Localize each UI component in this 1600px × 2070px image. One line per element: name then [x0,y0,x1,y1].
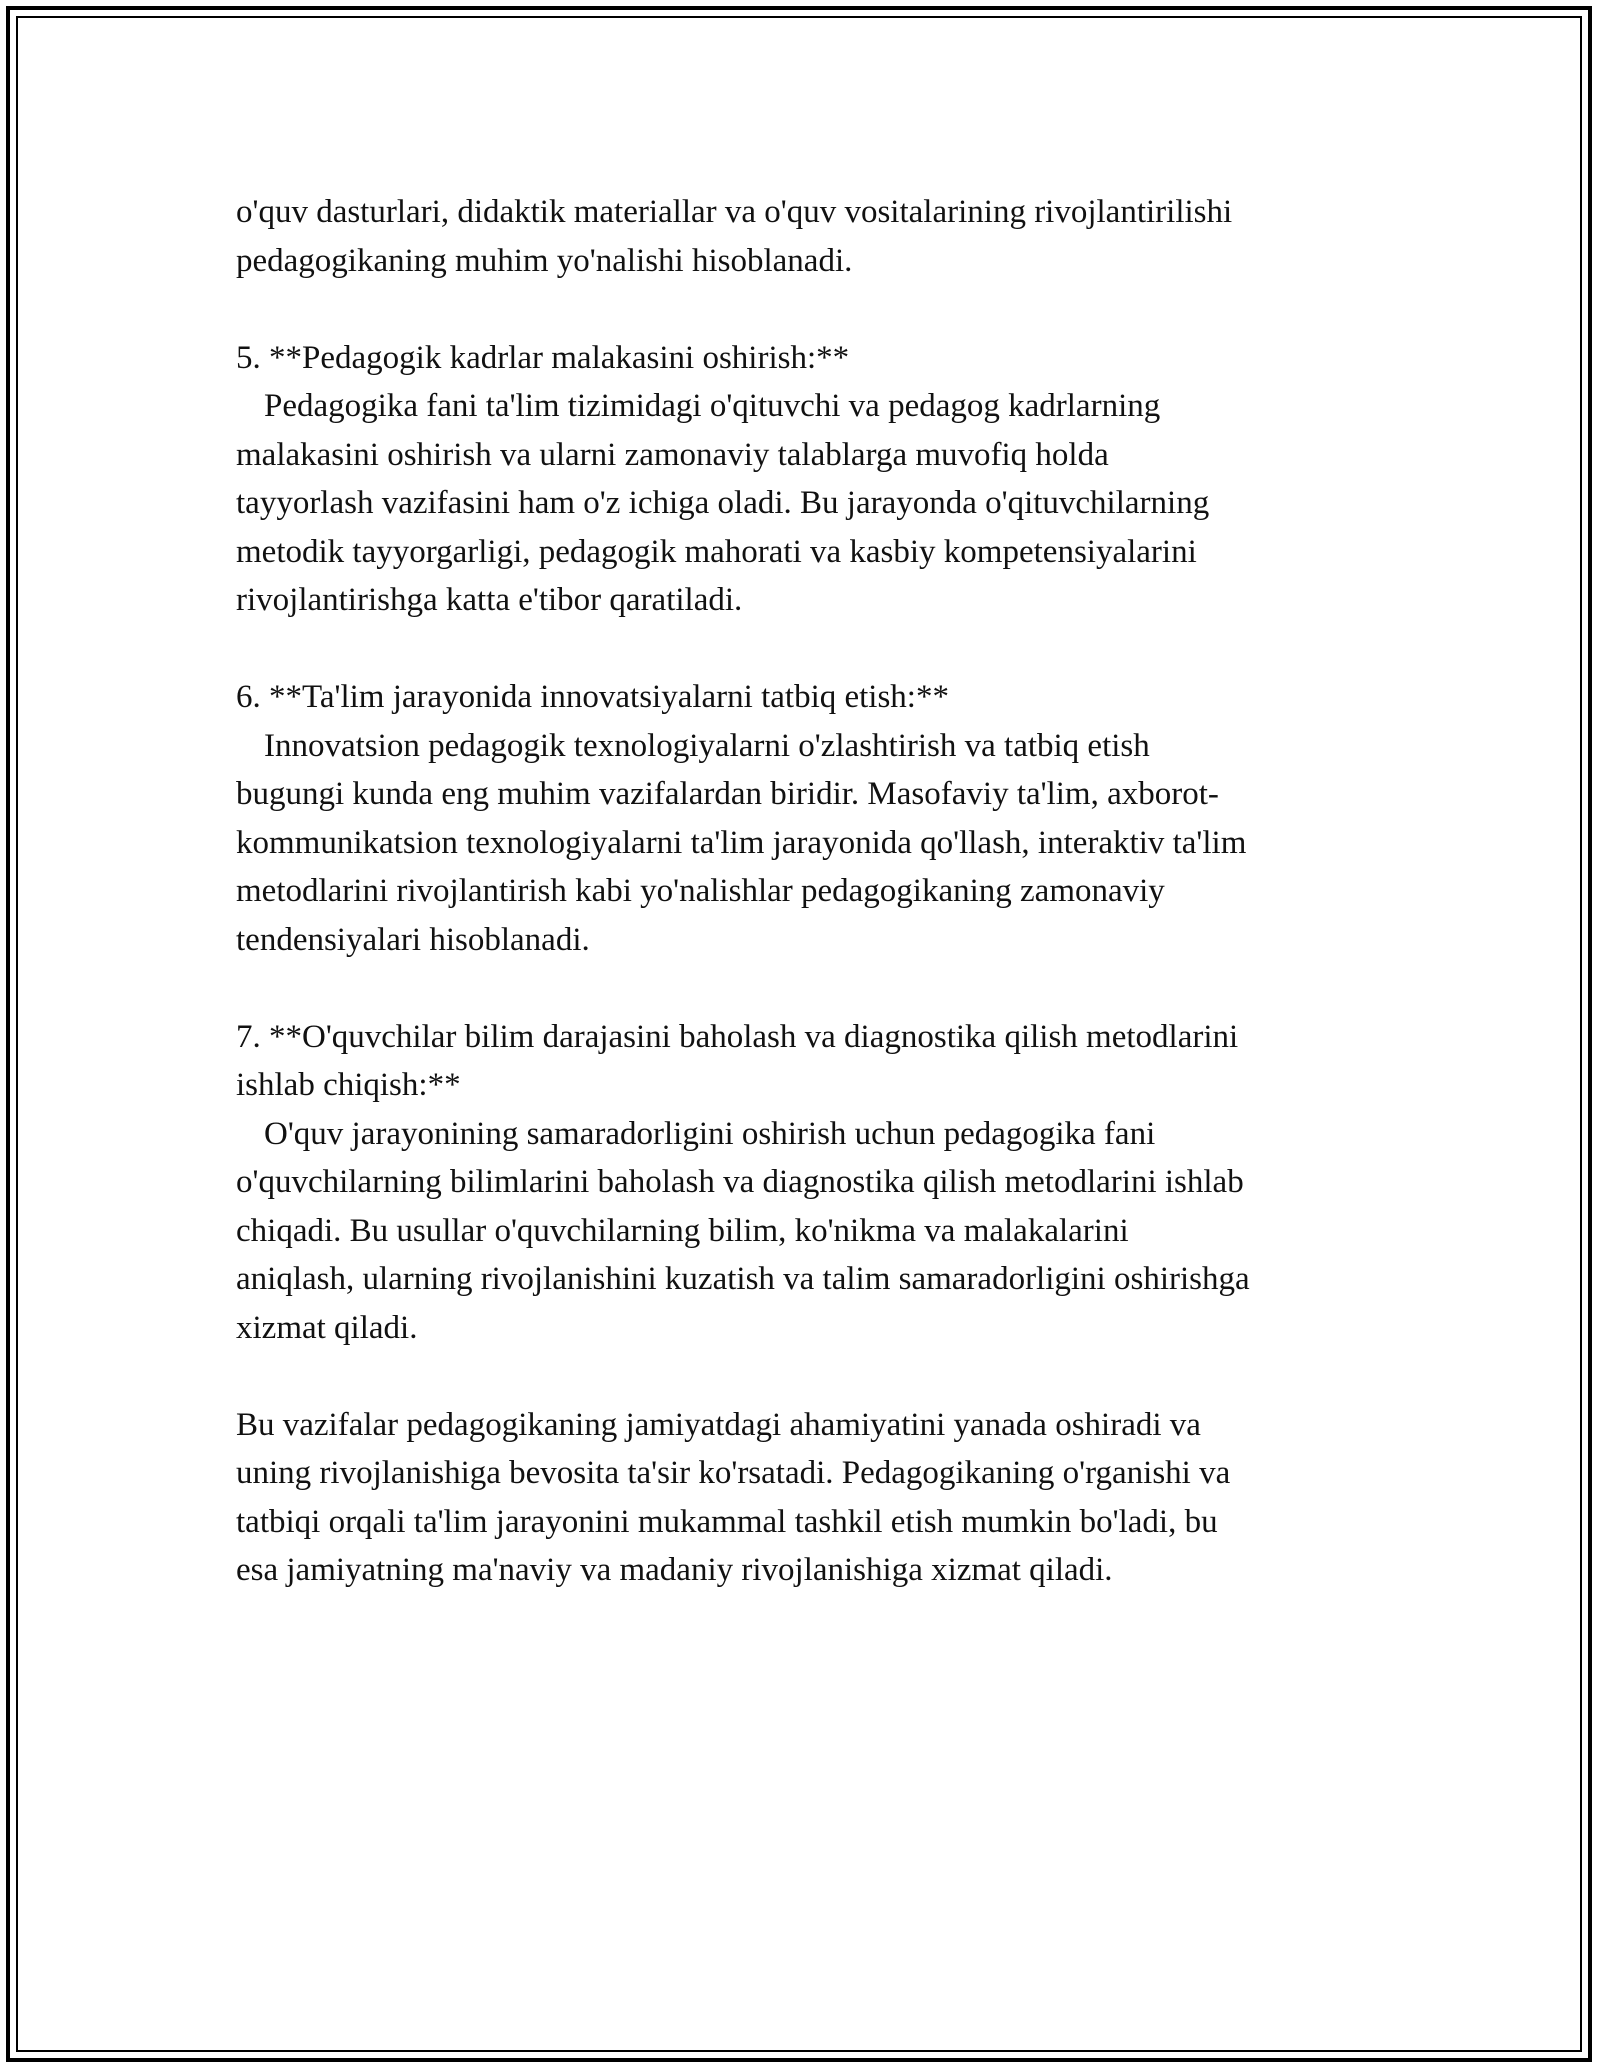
section-5-line: Pedagogika fani ta'lim tizimidagi o'qituvchi va pedagog kadrlarning [264,388,1161,424]
section-6-line: metodlarini rivojlantirish kabi yo'nalishlar pedagogikaning zamonaviy [236,873,1165,909]
section-5-line: tayyorlash vazifasini ham o'z ichiga oladi. Bu jarayonda o'qituvchilarning [236,485,1210,521]
section-5-line: rivojlantirishga katta e'tibor qaratiladi. [236,582,743,618]
section-7-heading: 7. **O'quvchilar bilim darajasini baholash va diagnostika qilish metodlarini [236,1018,1239,1055]
section-5-line: malakasini oshirish va ularni zamonaviy talablarga muvofiq holda [236,436,1109,473]
section-6-line: tendensiyalari hisoblanadi. [236,921,590,958]
section-7-heading: ishlab chiqish:** [236,1067,461,1103]
paragraph-spacer [236,625,1386,674]
paragraph-spacer [236,1352,1386,1401]
section-5-heading: 5. **Pedagogik kadrlar malakasini oshirish:** [236,339,850,376]
section-7-line: xizmat qiladi. [236,1309,418,1346]
conclusion-line: tatbiqi orqali ta'lim jarayonini mukammal tashkil etish mumkin bo'ladi, bu [236,1503,1218,1540]
section-5-line: metodik tayyorgarligi, pedagogik mahorati va kasbiy kompetensiyalarini [236,533,1197,570]
section-6-heading: 6. **Ta'lim jarayonida innovatsiyalarni tatbiq etish:** [236,679,949,715]
section-7-line: o'quvchilarning bilimlarini baholash va diagnostika qilish metodlarini ishlab [236,1164,1244,1200]
section-7-line: O'quv jarayonining samaradorligini oshirish uchun pedagogika fani [264,1115,1156,1152]
paragraph-spacer [236,964,1386,1013]
intro-line: pedagogikaning muhim yo'nalishi hisoblanadi. [236,242,853,279]
conclusion-line: esa jamiyatning ma'naviy va madaniy rivojlanishiga xizmat qiladi. [236,1552,1113,1588]
section-6-line: kommunikatsion texnologiyalarni ta'lim jarayonida qo'llash, interaktiv ta'lim [236,824,1247,861]
section-7-line: chiqadi. Bu usullar o'quvchilarning bilim, ko'nikma va malakalarini [236,1212,1129,1249]
section-6-line: bugungi kunda eng muhim vazifalardan biridir. Masofaviy ta'lim, axborot- [236,776,1219,812]
conclusion-line: Bu vazifalar pedagogikaning jamiyatdagi ahamiyatini yanada oshiradi va [236,1406,1201,1443]
paragraph-spacer [236,285,1386,334]
section-6-line: Innovatsion pedagogik texnologiyalarni o'zlashtirish va tatbiq etish [264,727,1150,764]
section-7-line: aniqlash, ularning rivojlanishini kuzatish va talim samaradorligini oshirishga [236,1261,1250,1297]
intro-line: o'quv dasturlari, didaktik materiallar va o'quv vositalarining rivojlantirilishi [236,194,1233,230]
conclusion-line: uning rivojlanishiga bevosita ta'sir ko'rsatadi. Pedagogikaning o'rganishi va [236,1455,1231,1491]
document-body [236,188,1386,1595]
